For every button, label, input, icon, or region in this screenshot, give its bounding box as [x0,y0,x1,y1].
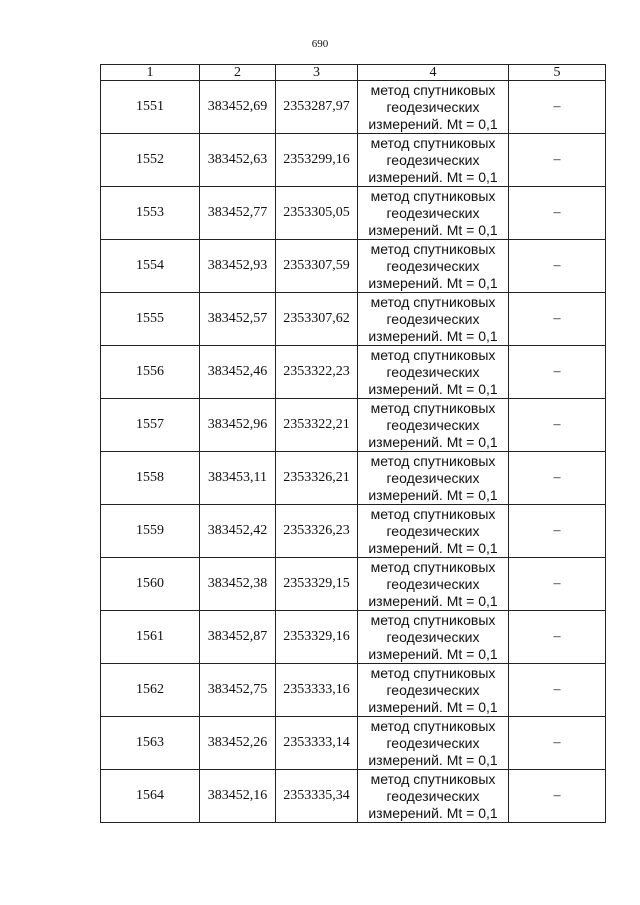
method-description-line: измерений. Mt = 0,1 [368,168,498,185]
method-description-line: метод спутниковых [370,346,496,363]
method-description-line: измерений. Mt = 0,1 [368,380,498,397]
point-number-cell: 1562 [101,664,200,717]
method-description-line: геодезических [386,628,480,645]
method-description-cell [358,611,509,664]
method-description-line: геодезических [386,681,480,698]
y-coordinate-cell: 2353335,34 [276,770,358,823]
x-coordinate-cell: 383452,93 [200,240,276,293]
x-coordinate-cell: 383452,63 [200,134,276,187]
method-description-line: метод спутниковых [370,664,496,681]
table-header [101,65,606,81]
x-coordinate-cell: 383452,38 [200,558,276,611]
x-coordinate-cell: 383452,75 [200,664,276,717]
col5-cell: – [509,134,606,187]
method-description-line: измерений. Mt = 0,1 [368,698,498,715]
point-number-cell: 1561 [101,611,200,664]
y-coordinate-cell: 2353307,59 [276,240,358,293]
x-coordinate-cell: 383452,96 [200,399,276,452]
y-coordinate-cell: 2353305,05 [276,187,358,240]
table-row [101,558,606,611]
method-description-line: измерений. Mt = 0,1 [368,645,498,662]
header-row [101,65,606,81]
col5-cell: – [509,240,606,293]
method-description-line: измерений. Mt = 0,1 [368,539,498,556]
table-body [101,81,606,823]
x-coordinate-cell: 383452,26 [200,717,276,770]
point-number-cell: 1551 [101,81,200,134]
table-row [101,505,606,558]
method-description-cell [358,505,509,558]
table-row [101,134,606,187]
y-coordinate-cell: 2353322,23 [276,346,358,399]
x-coordinate-cell: 383452,77 [200,187,276,240]
method-description-line: измерений. Mt = 0,1 [368,751,498,768]
point-number-cell: 1553 [101,187,200,240]
col5-cell: – [509,346,606,399]
method-description-line: метод спутниковых [370,452,496,469]
col5-cell: – [509,558,606,611]
col5-cell: – [509,452,606,505]
method-description-line: метод спутниковых [370,187,496,204]
table-row [101,664,606,717]
y-coordinate-cell: 2353326,21 [276,452,358,505]
table-row [101,611,606,664]
method-description-line: измерений. Mt = 0,1 [368,327,498,344]
point-number-cell: 1558 [101,452,200,505]
point-number-cell: 1552 [101,134,200,187]
col5-cell: – [509,717,606,770]
method-description-line: геодезических [386,469,480,486]
x-coordinate-cell: 383453,11 [200,452,276,505]
table-row [101,399,606,452]
method-description-cell [358,187,509,240]
method-description-line: метод спутниковых [370,505,496,522]
coordinates-table [100,64,606,823]
method-description-cell [358,770,509,823]
header-col-5: 5 [509,65,606,81]
col5-cell: – [509,505,606,558]
method-description-line: измерений. Mt = 0,1 [368,221,498,238]
method-description-line: геодезических [386,787,480,804]
col5-cell: – [509,187,606,240]
method-description-cell [358,346,509,399]
method-description-line: измерений. Mt = 0,1 [368,592,498,609]
method-description-line: геодезических [386,204,480,221]
header-col-3: 3 [276,65,358,81]
method-description-line: метод спутниковых [370,240,496,257]
point-number-cell: 1554 [101,240,200,293]
method-description-line: метод спутниковых [370,558,496,575]
method-description-line: геодезических [386,257,480,274]
method-description-line: геодезических [386,151,480,168]
y-coordinate-cell: 2353329,16 [276,611,358,664]
y-coordinate-cell: 2353333,16 [276,664,358,717]
col5-cell: – [509,770,606,823]
method-description-line: геодезических [386,98,480,115]
method-description-line: метод спутниковых [370,293,496,310]
method-description-line: метод спутниковых [370,611,496,628]
method-description-cell [358,558,509,611]
method-description-cell [358,452,509,505]
x-coordinate-cell: 383452,42 [200,505,276,558]
table-row [101,452,606,505]
method-description-cell [358,134,509,187]
point-number-cell: 1560 [101,558,200,611]
method-description-line: геодезических [386,363,480,380]
table-row [101,346,606,399]
method-description-line: геодезических [386,575,480,592]
method-description-line: метод спутниковых [370,717,496,734]
method-description-line: геодезических [386,734,480,751]
point-number-cell: 1557 [101,399,200,452]
x-coordinate-cell: 383452,69 [200,81,276,134]
x-coordinate-cell: 383452,87 [200,611,276,664]
y-coordinate-cell: 2353326,23 [276,505,358,558]
point-number-cell: 1564 [101,770,200,823]
table-row [101,81,606,134]
y-coordinate-cell: 2353329,15 [276,558,358,611]
point-number-cell: 1559 [101,505,200,558]
point-number-cell: 1555 [101,293,200,346]
method-description-line: метод спутниковых [370,134,496,151]
header-col-1: 1 [101,65,200,81]
method-description-line: измерений. Mt = 0,1 [368,486,498,503]
method-description-line: метод спутниковых [370,81,496,98]
method-description-cell [358,399,509,452]
y-coordinate-cell: 2353322,21 [276,399,358,452]
y-coordinate-cell: 2353287,97 [276,81,358,134]
method-description-line: метод спутниковых [370,770,496,787]
method-description-line: геодезических [386,416,480,433]
table-row [101,770,606,823]
y-coordinate-cell: 2353299,16 [276,134,358,187]
x-coordinate-cell: 383452,16 [200,770,276,823]
method-description-line: метод спутниковых [370,399,496,416]
col5-cell: – [509,611,606,664]
col5-cell: – [509,293,606,346]
header-col-2: 2 [200,65,276,81]
method-description-line: измерений. Mt = 0,1 [368,115,498,132]
method-description-line: геодезических [386,310,480,327]
point-number-cell: 1563 [101,717,200,770]
method-description-cell [358,81,509,134]
table-row [101,187,606,240]
col5-cell: – [509,81,606,134]
col5-cell: – [509,399,606,452]
page-number: 690 [311,38,329,50]
method-description-line: геодезических [386,522,480,539]
y-coordinate-cell: 2353333,14 [276,717,358,770]
method-description-cell [358,240,509,293]
x-coordinate-cell: 383452,46 [200,346,276,399]
y-coordinate-cell: 2353307,62 [276,293,358,346]
table-row [101,293,606,346]
method-description-line: измерений. Mt = 0,1 [368,804,498,821]
method-description-cell [358,717,509,770]
method-description-cell [358,664,509,717]
method-description-cell [358,293,509,346]
table-row [101,240,606,293]
method-description-line: измерений. Mt = 0,1 [368,274,498,291]
col5-cell: – [509,664,606,717]
point-number-cell: 1556 [101,346,200,399]
x-coordinate-cell: 383452,57 [200,293,276,346]
method-description-line: измерений. Mt = 0,1 [368,433,498,450]
header-col-4: 4 [358,65,509,81]
table-row [101,717,606,770]
